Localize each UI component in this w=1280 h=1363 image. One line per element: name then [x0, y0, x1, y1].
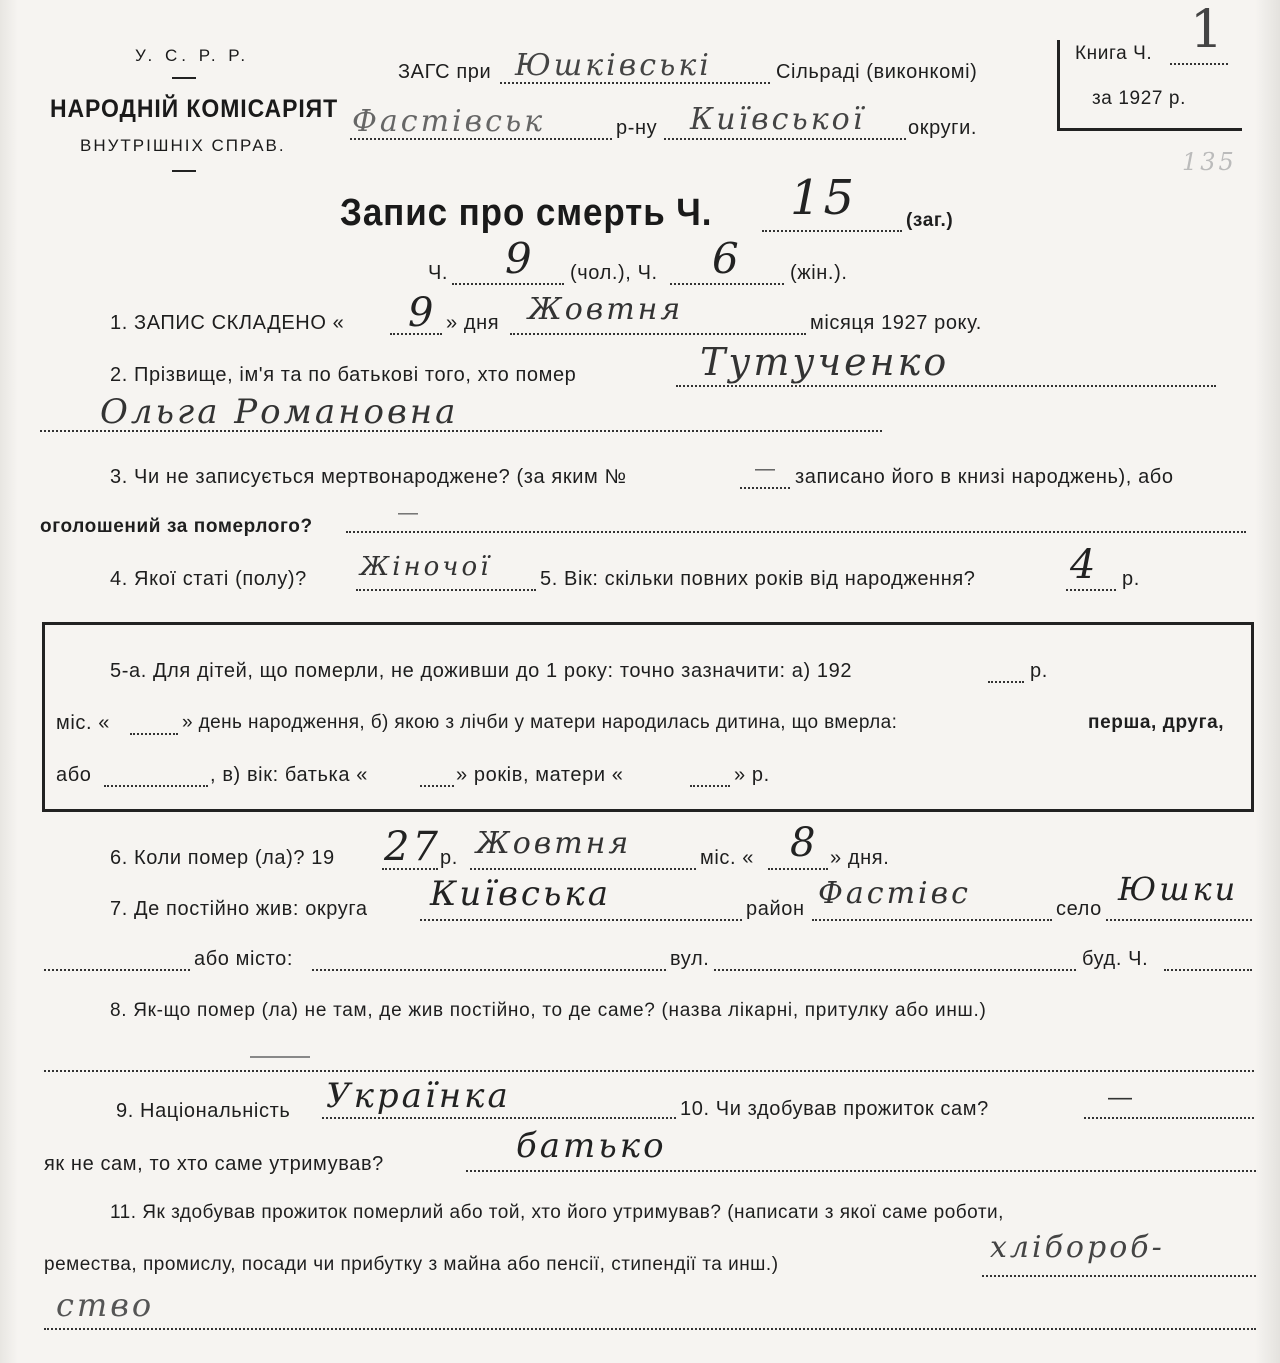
q2-surname: Тутученко [700, 340, 950, 384]
q3-line1: 3. Чи не записується мертвонароджене? (за яким № [110, 466, 627, 488]
q7-misto-pre-underline [44, 969, 190, 971]
q8-dash [250, 1056, 310, 1058]
q5a-line1: 5-а. Для дітей, що померли, не доживши до 1 року: точно зазначити: а) 192 [110, 660, 853, 682]
q6-label: 6. Коли помер (ла)? 19 [110, 847, 335, 869]
q1-month-underline [510, 333, 806, 335]
q3-line2-value: — [398, 502, 419, 524]
q7-selo: Юшки [1118, 870, 1239, 908]
q3-line1-tail: записано його в книзі народжень), або [795, 466, 1174, 488]
q6-mis: міс. « [700, 847, 755, 869]
q5a-line1-tail: р. [1030, 660, 1048, 682]
record-number-underline [762, 230, 902, 232]
q9-supporter-value: батько [516, 1126, 667, 1166]
q7-misto-label: або місто: [194, 948, 294, 970]
q5-value: 4 [1070, 542, 1099, 588]
q3-number-value: — [755, 458, 776, 480]
q1-month: Жовтня [528, 292, 684, 327]
header-commissariat: НАРОДНІЙ КОМІСАРІЯТ [50, 95, 339, 123]
book-underline [1170, 63, 1228, 65]
q8-label: 8. Як-що помер (ла) не там, де жив постійно, то де саме? (назва лікарні, притулку або инш.) [110, 1000, 987, 1021]
q1-day: 9 [408, 290, 437, 336]
female-number: 6 [712, 234, 742, 283]
female-underline [670, 283, 784, 285]
raion-value: Фастівськ [352, 104, 546, 139]
q3-line2-underline [346, 531, 1246, 533]
margin-note: 135 [1182, 148, 1237, 176]
book-number: 1 [1190, 0, 1227, 60]
q3-number-underline [740, 487, 790, 489]
male-label: (чол.), Ч. [570, 262, 658, 284]
ch-prefix: Ч. [428, 262, 449, 284]
q7-misto-underline [312, 969, 666, 971]
male-underline [452, 283, 564, 285]
okruha-underline [664, 138, 906, 140]
q7-raion: Фастівс [818, 876, 971, 911]
zags-suffix: Сільраді (виконкомі) [776, 61, 978, 83]
q7-okruha: Київська [430, 874, 612, 914]
q8-underline [44, 1070, 1254, 1072]
q7-vul-underline [714, 969, 1076, 971]
q11-underline-2 [44, 1328, 1256, 1330]
okruha-label: округи. [908, 117, 977, 139]
q5a-line2-mid: » день народження, б) якою з лічби у матери народилась дитина, що вмерла: [182, 712, 898, 733]
male-number: 9 [505, 234, 535, 283]
q6-month-underline [470, 868, 696, 870]
q11-line1: 11. Як здобував прожиток померлий або той, хто його утримував? (написати з якої саме роботи, [110, 1202, 1004, 1223]
q6-day: 8 [790, 820, 819, 866]
q1-label: 1. ЗАПИС СКЛАДЕНО « [110, 312, 345, 334]
raion-label: р-ну [616, 117, 658, 139]
q5-label: 5. Вік: скільки повних років від народження? [540, 568, 976, 590]
q7-raion-underline [812, 919, 1052, 921]
q11-line2: ремества, промислу, посади чи прибутку з майна або пенсії, стипендії та инш.) [44, 1254, 779, 1275]
q2-label: 2. Прізвище, ім'я та по батькові того, хто помер [110, 364, 577, 386]
q2-underline-1 [676, 385, 1216, 387]
q7-okruha-underline [420, 919, 742, 921]
q9-supporter-label: як не сам, то хто саме утримував? [44, 1153, 384, 1175]
q7-label: 7. Де постійно жив: округа [110, 898, 368, 920]
q6-year: 27 [384, 824, 441, 870]
q10-label: 10. Чи здобував прожиток сам? [680, 1098, 989, 1120]
q10-value: — [1108, 1084, 1133, 1111]
header-internal-affairs: ВНУТРІШНІХ СПРАВ. [80, 136, 286, 155]
q5-tail: р. [1122, 568, 1140, 590]
q7-selo-label: село [1056, 898, 1102, 920]
header-rule-1 [172, 77, 196, 79]
q5a-line2-prefix: міс. « [56, 712, 111, 734]
q7-selo-underline [1106, 919, 1252, 921]
q9-underline [322, 1117, 676, 1119]
q11-underline-1 [982, 1275, 1256, 1277]
book-year: за 1927 р. [1092, 88, 1186, 109]
record-total-suffix: (заг.) [906, 210, 954, 231]
book-label: Книга Ч. [1075, 43, 1153, 64]
q11-value-1: хлібороб- [990, 1230, 1165, 1265]
header-rule-2 [172, 170, 196, 172]
q10-underline [1084, 1117, 1254, 1119]
q1-tail: місяця 1927 року. [810, 312, 982, 334]
record-number: 15 [790, 170, 858, 226]
q4-value: Жіночої [360, 552, 492, 582]
q5a-mother-underline [690, 785, 730, 787]
female-label: (жін.). [790, 262, 848, 284]
q4-underline [356, 589, 536, 591]
q5-underline [1066, 589, 1116, 591]
q7-bud-underline [1164, 969, 1252, 971]
q3-line2: оголошений за померлого? [40, 516, 313, 537]
q2-given: Ольга Романовна [100, 392, 459, 432]
q9-label: 9. Національність [116, 1100, 291, 1122]
okruha-value: Київської [690, 102, 866, 137]
q6-tail: » дня. [830, 847, 890, 869]
q5a-line3-mid: , в) вік: батька « [210, 764, 368, 786]
q7-raion-label: район [746, 898, 805, 920]
q5a-order-underline [104, 785, 208, 787]
q9-value: Українка [326, 1076, 511, 1116]
header-republic: У. С. Р. Р. [135, 46, 250, 65]
q5a-line3-prefix: або [56, 764, 92, 786]
q4-label: 4. Якої статі (полу)? [110, 568, 307, 590]
record-title: Запис про смерть Ч. [340, 192, 713, 234]
q5a-line3-mid2: » років, матери « [456, 764, 624, 786]
q1-day-suffix: » дня [446, 312, 500, 334]
q6-r: р. [440, 847, 458, 869]
q6-day-underline [768, 868, 828, 870]
q5a-father-underline [420, 785, 454, 787]
q5a-line2-bold: перша, друга, [1088, 712, 1225, 733]
q6-month: Жовтня [476, 826, 632, 861]
zags-value: Юшківські [515, 48, 712, 83]
q11-value-2: ство [56, 1286, 155, 1324]
q9-supporter-underline [466, 1170, 1256, 1172]
q5a-year-underline [988, 681, 1024, 683]
q7-bud-label: буд. Ч. [1082, 948, 1149, 970]
q5a-month-underline [130, 733, 178, 735]
q5a-line3-tail: » р. [734, 764, 770, 786]
zags-prefix: ЗАГС при [398, 61, 492, 83]
q7-vul-label: вул. [670, 948, 710, 970]
